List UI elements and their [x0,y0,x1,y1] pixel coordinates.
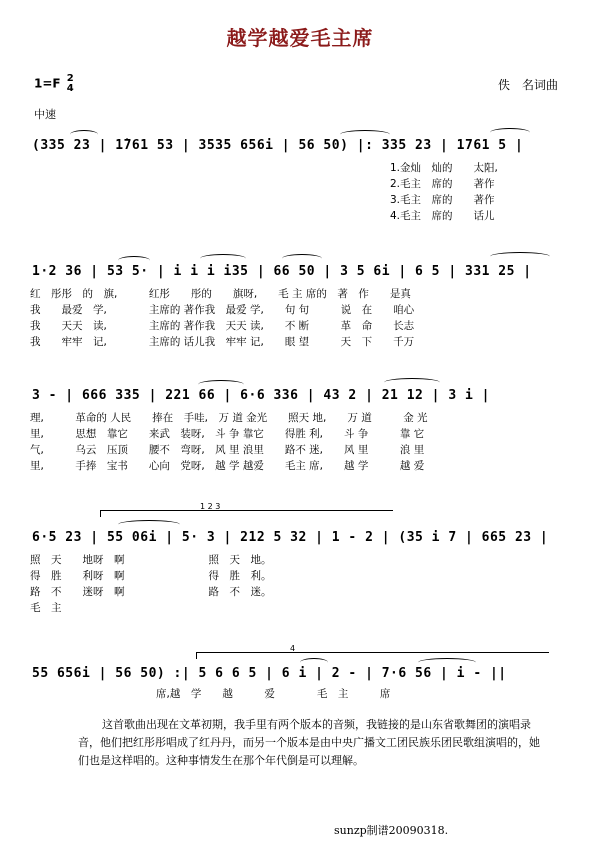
tempo-marking: 中速 [34,108,56,121]
notation-line-4: 6·5 23 | 55 06i | 5· 3 | 212 5 32 | 1 - 2 | (35 i 7 | 665 23 | [32,530,549,545]
lyric-verse: 1.金灿 灿的 太阳, [390,162,498,174]
lyric-verse: 我 牢牢 记, 主席的 话儿我 牢牢 记, 眼 望 天 下 千万 [30,336,415,348]
slur [70,130,98,139]
time-bottom: 4 [66,83,74,94]
key-signature [34,74,74,94]
slur [490,128,530,137]
volta-bracket [196,652,549,659]
lyric-verse: 我 天天 读, 主席的 著作我 天天 读, 不 断 革 命 长志 [30,320,415,332]
credit: 佚 名词曲 [498,78,559,92]
lyrics-block-5 [30,686,390,702]
lyric-verse: 里, 手捧 宝书 心向 党呀, 越 学 越爱 毛主 席, 越 学 越 爱 [30,460,425,472]
lyric-verse: 3.毛主 席的 著作 [390,194,495,206]
lyric-verse: 席,越 学 越 爱 毛 主 席 [30,688,391,700]
notation-line-3: 3 - | 666 335 | 221 66 | 6·6 336 | 43 2 | 21 12 | 3 i | [32,388,490,403]
time-signature [67,74,74,94]
slur [340,130,390,139]
slur [490,252,550,261]
volta-bracket [100,510,393,517]
volta-label: 4 [290,644,296,653]
lyric-verse: 4.毛主 席的 话儿 [390,210,495,222]
lyric-verse: 2.毛主 席的 著作 [390,178,495,190]
notation-line-2: 1·2 36 | 53 5· | i i i i35 | 66 50 | 3 5 6i | 6 5 | 331 25 | [32,264,532,279]
lyrics-block-2 [30,286,414,350]
slur [282,254,322,263]
signature: sunzp制谱20090318. [334,824,449,837]
lyric-verse: 毛 主 [30,602,62,614]
song-title: 越学越爱毛主席 [226,26,374,50]
volta-label: 1 2 3 [200,502,221,511]
lyric-verse: 红 彤彤 的 旗, 红彤 彤的 旗呀, 毛 主 席的 著 作 是真 [30,288,411,300]
lyrics-block-3 [30,410,428,474]
slur [200,254,246,263]
slur [300,658,328,667]
notation-line-1: (335 23 | 1̇761 53 | 3535 656i | 56 50) |: 335 23 | 1761 5 | [32,138,524,153]
lyrics-block-4 [30,552,272,616]
lyric-verse: 里, 思想 靠它 来武 装呀, 斗 争 靠它 得胜 利, 斗 争 靠 它 [30,428,425,440]
lyric-verse: 理, 革命的 人民 捧在 手哇, 万 道 金光 照天 地, 万 道 金 光 [30,412,428,424]
lyric-verse: 照 天 地呀 啊 照 天 地。 [30,554,272,566]
lyric-verse: 气, 乌云 压顶 腰不 弯呀, 风 里 浪里 路不 迷, 风 里 浪 里 [30,444,425,456]
slur [384,378,440,387]
time-top: 2 [66,73,74,84]
notation-line-5: 55 656i | 56 50) :| 5 6 6 5 | 6 i | 2 - | 7·6 56 | i - || [32,666,507,681]
lyric-verse: 得 胜 利呀 啊 得 胜 利。 [30,570,272,582]
lyric-verse: 我 最爱 学, 主席的 著作我 最爱 学, 句 句 说 在 咱心 [30,304,415,316]
key-label: 1=F [34,76,61,91]
slur [118,256,150,265]
slur [118,520,180,529]
lyrics-block-1 [390,160,498,224]
lyric-verse: 路 不 迷呀 啊 路 不 迷。 [30,586,272,598]
slur [418,658,476,667]
slur [198,380,244,389]
explanatory-note: 这首歌曲出现在文革初期，我手里有两个版本的音频，我链接的是山东省歌舞团的演唱录音，他们把红彤彤唱成了红丹丹，而另一个版本是由中央广播文工团民族乐团民歌组演唱的，她们也是这样唱的。这种事情发生在那个年代倒是可以理解。 [78,718,540,767]
